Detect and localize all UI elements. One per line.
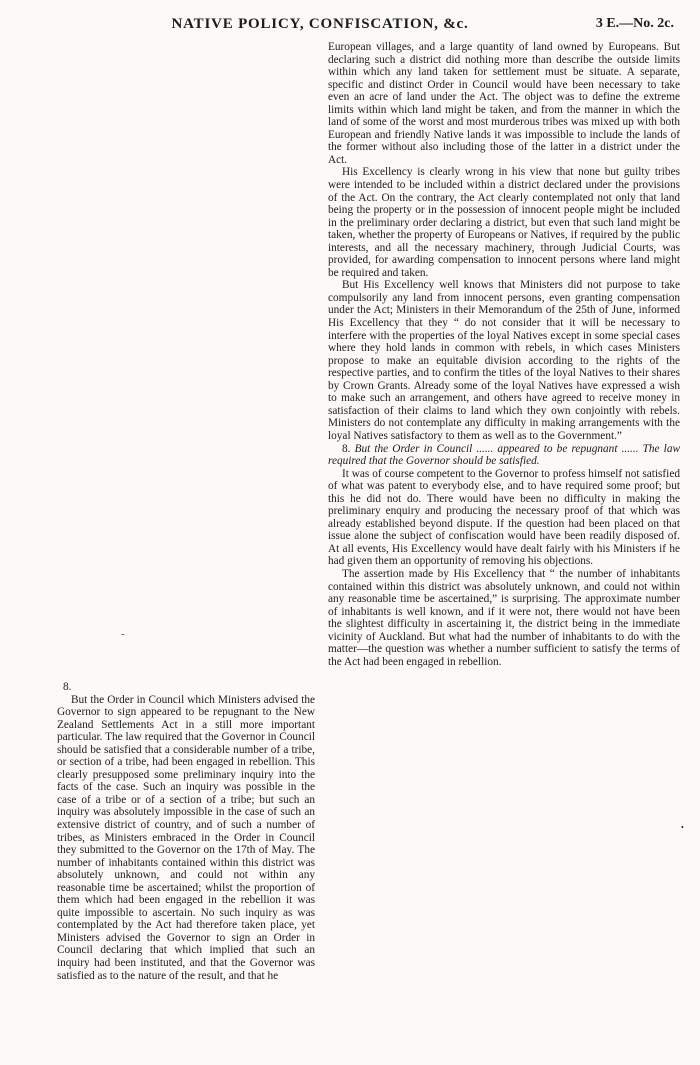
- margin-dot-mark: •: [681, 823, 684, 832]
- paragraph-order-in-council: But the Order in Council which Ministers advised the Governor to sign appeared to be repugnant to the New Zealand Settlements Act in a still more important particular. The law required that the Governor in Council should be satisfied that a considerable number of a tribe, or section of a tribe, had been engaged in rebellion. This clearly presupposed some preliminary inquiry into the facts of the case. Such an inquiry was possible in the case of a tribe or of a section of a tribe; but such an inquiry was absolutely impossible in the case of such an extensive district of country, and of such a number of tribes, as Ministers embraced in the Order in Council they submitted to the Governor on the 17th of May. The number of inhabitants contained within this district was absolutely unknown, and could not within any reasonable time be ascertained; whilst the proportion of them which had been engaged in the rebellion it was quite impossible to ascertain. No such inquiry as was contemplated by the Act had therefore taken place, yet Ministers advised the Governor to sign an Order in Council declaring that which implied that such an inquiry had been instituted, and that the Governor was satisfied as to the nature of the result, and that he: [57, 693, 315, 982]
- paragraph-excellency-wrong: His Excellency is clearly wrong in his view that none but guilty tribes were intended to be included within a district declared under the provisions of the Act. On the contrary, the Act clearly contemplated not only that land being the property or in the possession of innocent people might be included in the preliminary order declaring a district, but even that such land might be taken, whether the property of Europeans or Natives, if required by the public interests, and all the necessary machinery, through Judicial Courts, was provided, for awarding compensation to innocent persons where land might be required and taken.: [328, 166, 680, 279]
- right-column: [328, 41, 680, 668]
- paragraph-assertion-inhabitants: The assertion made by His Excellency that “ the number of inhabitants contained within this district was absolutely unknown, and could not within any reasonable time be ascertained,” is surprising. The approximate number of inhabitants is well known, and if it were not, there would not have been the slightest difficulty in ascertaining it, the district being in the immediate vicinity of Auckland. But what had the number of inhabitants to do with the matter—the question was whether a number sufficient to satisfy the terms of the Act had been engaged in rebellion.: [328, 567, 680, 668]
- left-column: [57, 681, 315, 982]
- paragraph-ministers-memorandum: But His Excellency well knows that Ministers did not purpose to take compulsorily any land from innocent persons, even granting compensation under the Act; Ministers in their Memorandum of the 25th of June, informed His Excellency that they “ do not consider that it will be necessary to interfere with the properties of the loyal Natives except in some special cases where they hold lands in common with rebels, in which cases Ministers propose to make an equitable division according to the rights of the respective parties, and to confirm the titles of the loyal Natives to their shares by Crown Grants. Already some of the loyal Natives have expressed a wish to make such an arrangement, and others have agreed to receive money in satisfaction of their claims to land which they own conjointly with rebels. Ministers do not contemplate any difficulty in making arrangements with the loyal Natives satisfactory to them as well as to the Government.”: [328, 279, 680, 442]
- margin-dash-mark: -: [121, 628, 125, 640]
- paragraph-governor-competent: It was of course competent to the Governor to profess himself not satisfied of what was patent to everybody else, and to have required some proof; but this he did not do. There would have been no difficulty in making the preliminary enquiry and producing the necessary proof of that which was already established beyond dispute. If the question had been placed on that issue alone the subject of confiscation would have been readily disposed of. At all events, His Excellency would have dealt fairly with his Ministers if he had given them an opportunity of removing his objections.: [328, 467, 680, 568]
- paragraph-section-8-quote: [328, 443, 680, 468]
- section-8-quoted-text: But the Order in Council ...... appeared to be repugnant ...... The law required that the Governor should be satisfied.: [328, 442, 681, 468]
- paragraph-continuation: European villages, and a large quantity of land owned by Europeans. But declaring such a district did nothing more than describe the outside limits within which any land taken for settlement must be situate. A separate, specific and distinct Order in Council would have been necessary to take even an acre of land under the Act. The object was to define the extreme limits within which land might be taken, and from the manner in which the land of some of the worst and most murderous tribes was mixed up with both European and friendly Native lands it was impossible to include the lands of the former without also including those of the latter in a district under the Act.: [328, 41, 680, 166]
- page-reference-number: 3 E.—No. 2c.: [595, 16, 674, 31]
- section-8-number: 8.: [342, 442, 355, 455]
- section-number-8: 8.: [63, 681, 72, 693]
- page-header-title: NATIVE POLICY, CONFISCATION, &c.: [171, 16, 469, 32]
